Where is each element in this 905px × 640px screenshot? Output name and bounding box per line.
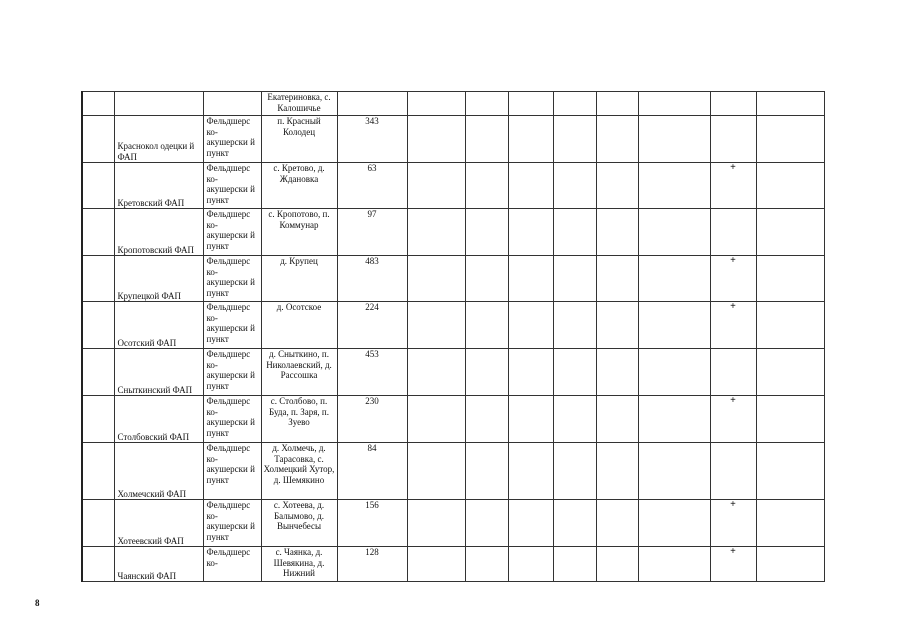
facility-name-cell: Чаянский ФАП <box>114 547 203 582</box>
empty-cell <box>638 163 710 209</box>
location-cell: д. Осотское <box>261 302 337 349</box>
empty-cell <box>756 443 824 500</box>
empty-cell <box>465 256 508 302</box>
table-row <box>82 209 824 256</box>
empty-cell <box>553 163 596 209</box>
empty-cell <box>553 396 596 443</box>
empty-cell <box>638 302 710 349</box>
row-number-cell <box>82 163 114 209</box>
facility-name-cell: Кропотовский ФАП <box>114 209 203 256</box>
location-cell: д. Холмечь, д. Тарасовка, с. Холмецкий Хутор, д. Шемякино <box>261 443 337 500</box>
facility-name-cell: Кретовский ФАП <box>114 163 203 209</box>
empty-cell <box>508 163 553 209</box>
empty-cell <box>596 302 638 349</box>
empty-cell <box>508 302 553 349</box>
empty-cell <box>508 349 553 396</box>
location-cell: д. Крупец <box>261 256 337 302</box>
location-cell: с. Кретово, д. Ждановка <box>261 163 337 209</box>
table-row <box>82 302 824 349</box>
empty-cell <box>508 209 553 256</box>
empty-cell <box>596 547 638 582</box>
empty-cell <box>553 302 596 349</box>
row-number-cell <box>82 547 114 582</box>
facility-name-cell: Хотеевский ФАП <box>114 500 203 547</box>
population-cell: 156 <box>337 500 407 547</box>
empty-cell <box>596 500 638 547</box>
location-cell: с. Чаянка, д. Шевякина, д. Нижний <box>261 547 337 582</box>
page-number: 8 <box>35 598 40 608</box>
table-row <box>82 349 824 396</box>
mark-cell: + <box>710 163 756 209</box>
empty-cell <box>553 443 596 500</box>
empty-cell <box>553 547 596 582</box>
empty-cell <box>638 547 710 582</box>
mark-cell <box>710 92 756 116</box>
empty-cell <box>596 92 638 116</box>
facility-name-cell <box>114 92 203 116</box>
empty-cell <box>756 92 824 116</box>
population-cell: 224 <box>337 302 407 349</box>
empty-cell <box>465 116 508 163</box>
empty-cell <box>407 163 465 209</box>
empty-cell <box>508 92 553 116</box>
facility-name-cell: Холмечский ФАП <box>114 443 203 500</box>
empty-cell <box>756 396 824 443</box>
empty-cell <box>407 209 465 256</box>
facilities-table <box>81 91 825 582</box>
empty-cell <box>407 302 465 349</box>
empty-cell <box>407 500 465 547</box>
mark-cell <box>710 116 756 163</box>
table-row <box>82 116 824 163</box>
empty-cell <box>756 547 824 582</box>
table-row <box>82 163 824 209</box>
facility-name-cell: Столбовский ФАП <box>114 396 203 443</box>
table-body <box>82 92 824 582</box>
location-cell: с. Хотеева, д. Балымово, д. Вынчебесы <box>261 500 337 547</box>
row-number-cell <box>82 209 114 256</box>
empty-cell <box>465 396 508 443</box>
facility-type-cell: Фельдшерс ко- акушерски й пункт <box>203 209 261 256</box>
facility-type-cell: Фельдшерс ко- акушерски й пункт <box>203 163 261 209</box>
mark-cell <box>710 349 756 396</box>
population-cell: 128 <box>337 547 407 582</box>
empty-cell <box>596 256 638 302</box>
empty-cell <box>465 443 508 500</box>
empty-cell <box>407 443 465 500</box>
location-cell: с. Столбово, п. Буда, п. Заря, п. Зуево <box>261 396 337 443</box>
empty-cell <box>596 443 638 500</box>
row-number-cell <box>82 92 114 116</box>
facility-type-cell: Фельдшерс ко- акушерски й пункт <box>203 302 261 349</box>
location-cell: д. Сныткино, п. Николаевский, д. Рассошка <box>261 349 337 396</box>
empty-cell <box>638 500 710 547</box>
facility-type-cell: Фельдшерс ко- <box>203 547 261 582</box>
empty-cell <box>465 209 508 256</box>
mark-cell: + <box>710 396 756 443</box>
empty-cell <box>465 349 508 396</box>
empty-cell <box>508 256 553 302</box>
empty-cell <box>553 349 596 396</box>
empty-cell <box>465 547 508 582</box>
empty-cell <box>756 209 824 256</box>
empty-cell <box>553 500 596 547</box>
empty-cell <box>508 547 553 582</box>
mark-cell: + <box>710 256 756 302</box>
facility-name-cell: Осотский ФАП <box>114 302 203 349</box>
facility-type-cell <box>203 92 261 116</box>
facility-type-cell: Фельдшерс ко- акушерски й пункт <box>203 116 261 163</box>
empty-cell <box>756 116 824 163</box>
empty-cell <box>596 396 638 443</box>
population-cell <box>337 92 407 116</box>
location-cell: Екатериновка, с. Калошичье <box>261 92 337 116</box>
empty-cell <box>465 92 508 116</box>
facility-type-cell: Фельдшерс ко- акушерски й пункт <box>203 256 261 302</box>
table-row <box>82 396 824 443</box>
empty-cell <box>638 256 710 302</box>
mark-cell <box>710 209 756 256</box>
empty-cell <box>638 396 710 443</box>
empty-cell <box>638 209 710 256</box>
empty-cell <box>638 116 710 163</box>
empty-cell <box>638 92 710 116</box>
empty-cell <box>553 256 596 302</box>
facility-type-cell: Фельдшерс ко- акушерски й пункт <box>203 349 261 396</box>
facility-type-cell: Фельдшерс ко- акушерски й пункт <box>203 500 261 547</box>
row-number-cell <box>82 443 114 500</box>
table-row <box>82 443 824 500</box>
empty-cell <box>407 256 465 302</box>
empty-cell <box>756 302 824 349</box>
location-cell: с. Кропотово, п. Коммунар <box>261 209 337 256</box>
row-number-cell <box>82 256 114 302</box>
empty-cell <box>596 349 638 396</box>
empty-cell <box>638 349 710 396</box>
table-row <box>82 92 824 116</box>
table-row <box>82 256 824 302</box>
empty-cell <box>756 256 824 302</box>
empty-cell <box>465 302 508 349</box>
empty-cell <box>407 547 465 582</box>
empty-cell <box>756 349 824 396</box>
facility-type-cell: Фельдшерс ко- акушерски й пункт <box>203 396 261 443</box>
population-cell: 343 <box>337 116 407 163</box>
population-cell: 84 <box>337 443 407 500</box>
empty-cell <box>407 396 465 443</box>
empty-cell <box>508 116 553 163</box>
mark-cell: + <box>710 547 756 582</box>
row-number-cell <box>82 116 114 163</box>
empty-cell <box>553 92 596 116</box>
empty-cell <box>465 163 508 209</box>
row-number-cell <box>82 302 114 349</box>
empty-cell <box>553 116 596 163</box>
facility-type-cell: Фельдшерс ко- акушерски й пункт <box>203 443 261 500</box>
empty-cell <box>508 396 553 443</box>
facility-name-cell: Сныткинский ФАП <box>114 349 203 396</box>
table-row <box>82 547 824 582</box>
empty-cell <box>407 92 465 116</box>
facility-name-cell: Краснокол одецки й ФАП <box>114 116 203 163</box>
empty-cell <box>553 209 596 256</box>
empty-cell <box>407 116 465 163</box>
population-cell: 453 <box>337 349 407 396</box>
empty-cell <box>756 500 824 547</box>
mark-cell: + <box>710 302 756 349</box>
row-number-cell <box>82 396 114 443</box>
population-cell: 483 <box>337 256 407 302</box>
mark-cell: + <box>710 500 756 547</box>
empty-cell <box>465 500 508 547</box>
empty-cell <box>756 163 824 209</box>
population-cell: 230 <box>337 396 407 443</box>
empty-cell <box>596 209 638 256</box>
table-row <box>82 500 824 547</box>
empty-cell <box>596 116 638 163</box>
row-number-cell <box>82 349 114 396</box>
empty-cell <box>508 500 553 547</box>
empty-cell <box>638 443 710 500</box>
empty-cell <box>407 349 465 396</box>
population-cell: 97 <box>337 209 407 256</box>
empty-cell <box>596 163 638 209</box>
mark-cell <box>710 443 756 500</box>
location-cell: п. Красный Колодец <box>261 116 337 163</box>
population-cell: 63 <box>337 163 407 209</box>
empty-cell <box>508 443 553 500</box>
row-number-cell <box>82 500 114 547</box>
facility-name-cell: Крупецкой ФАП <box>114 256 203 302</box>
